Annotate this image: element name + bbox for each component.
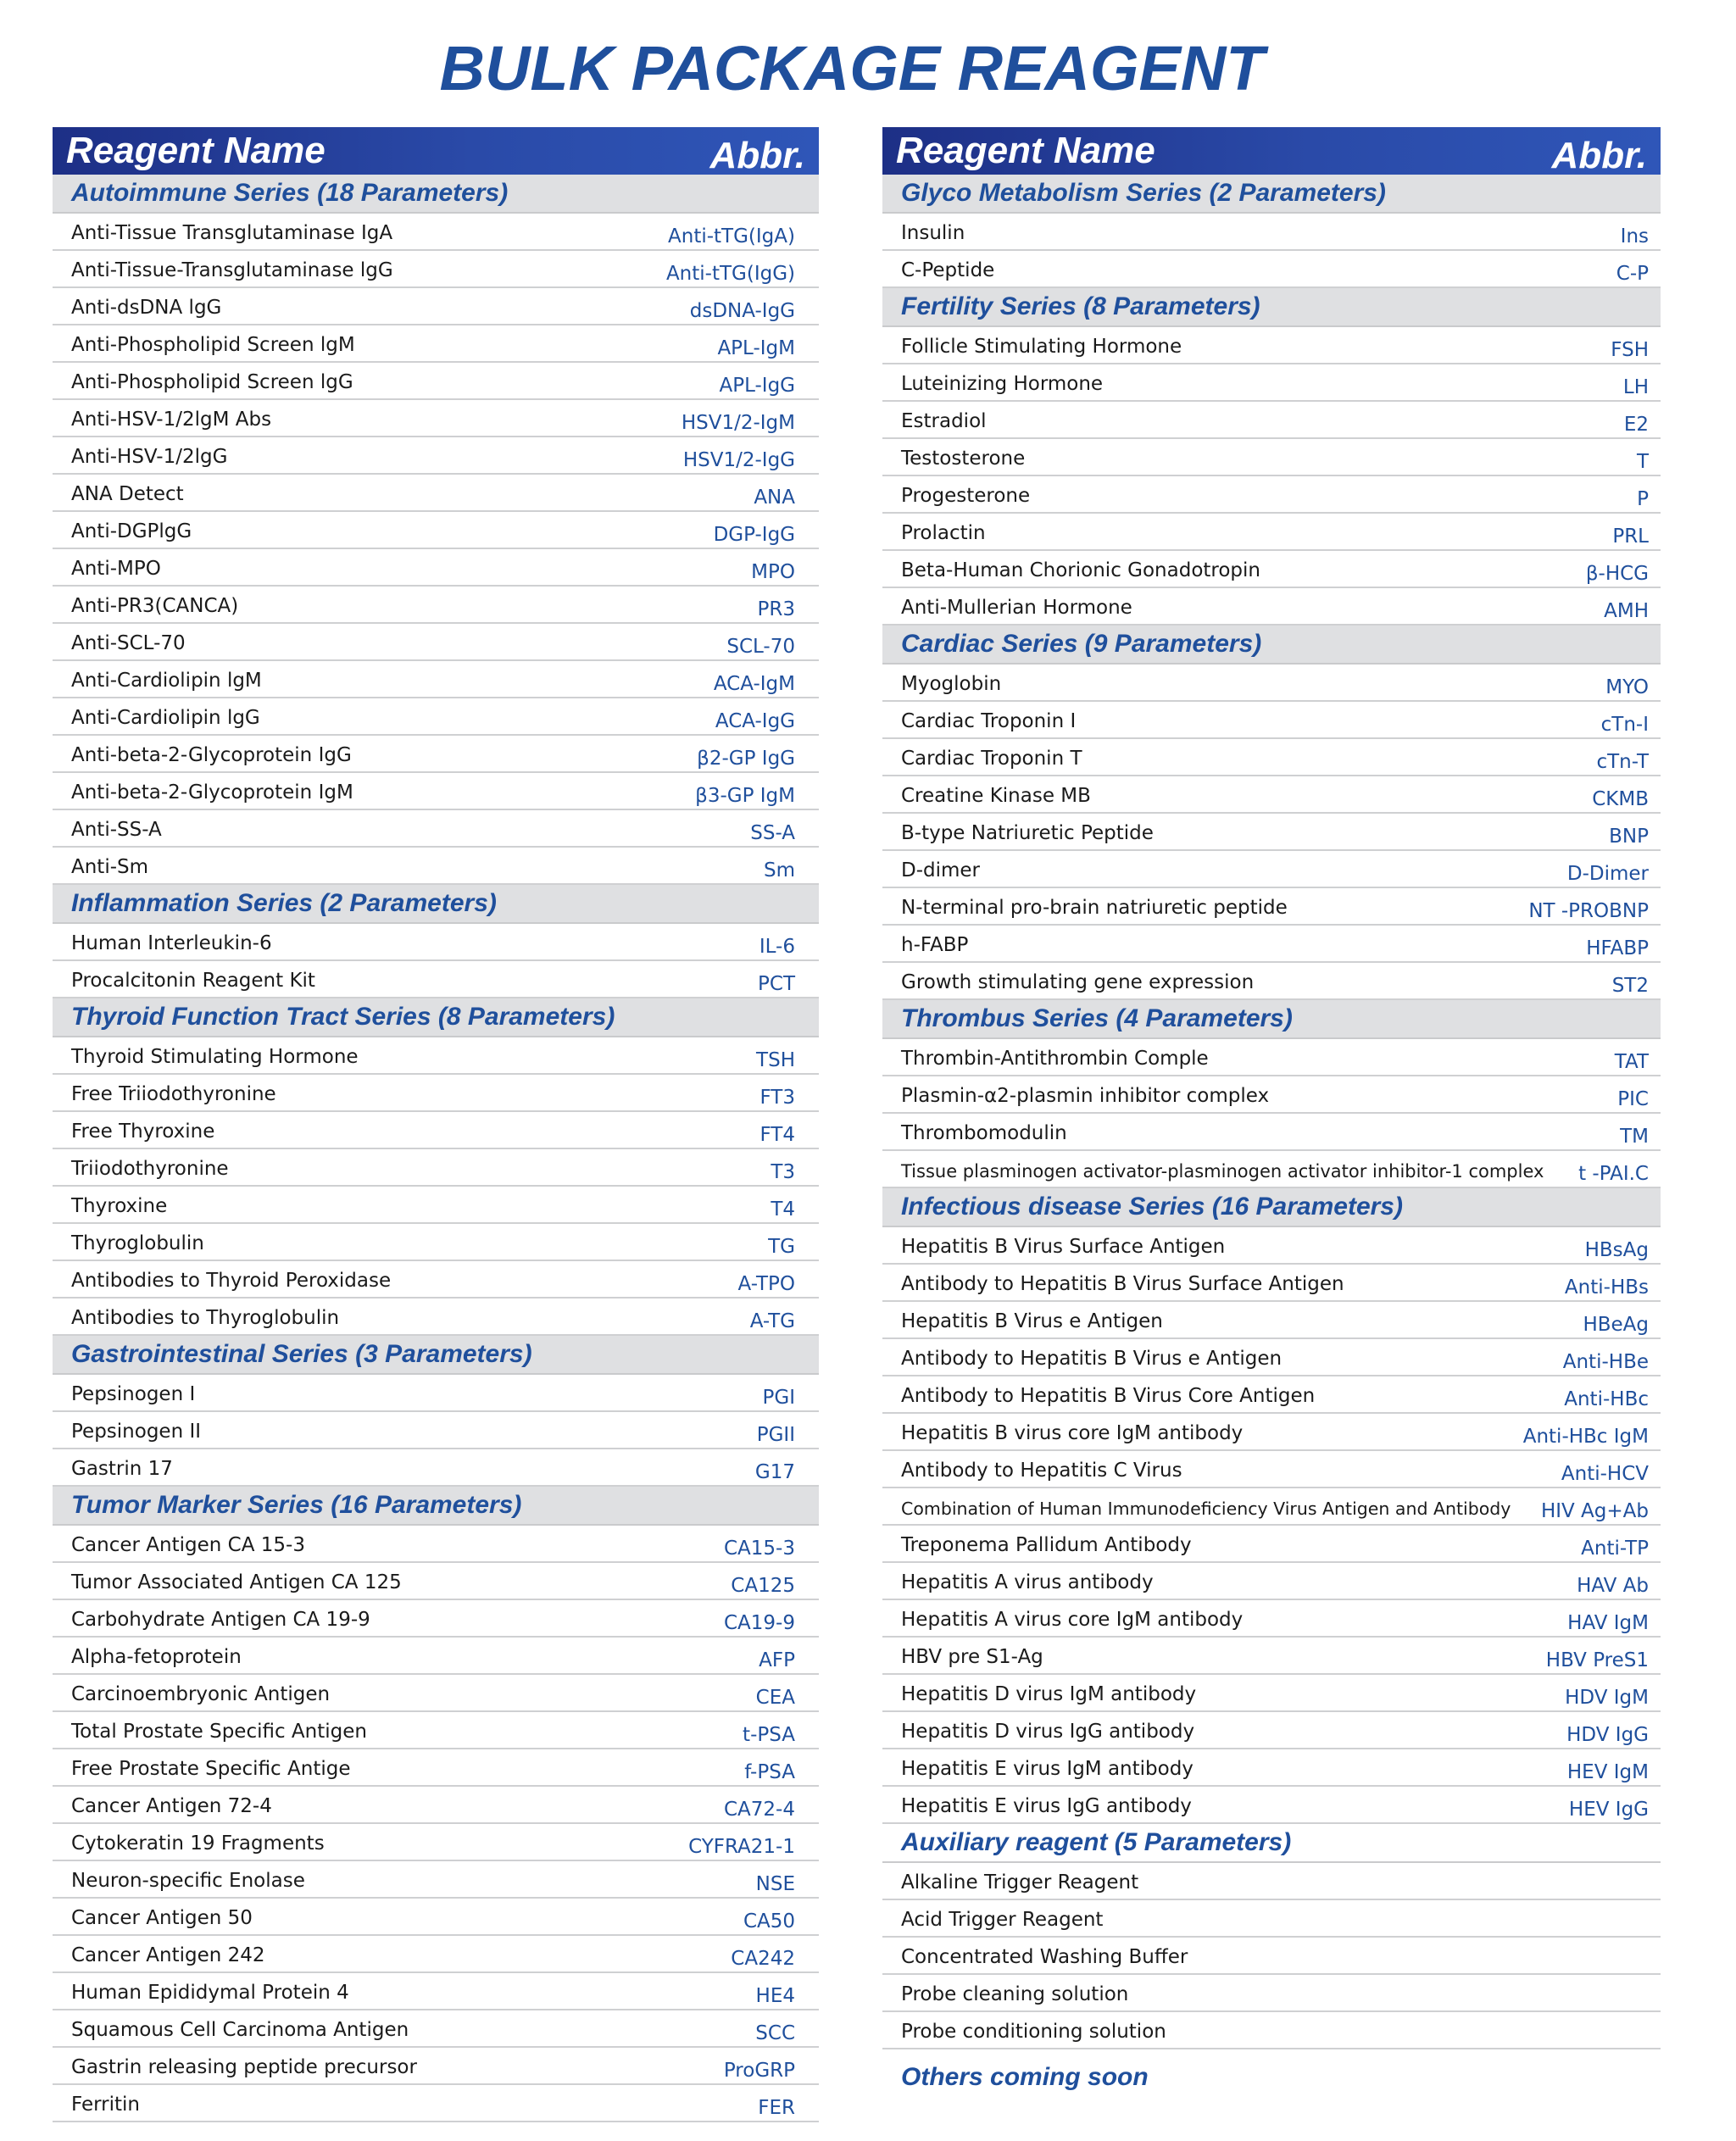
reagent-abbr: C-P xyxy=(1616,263,1649,285)
reagent-abbr: f-PSA xyxy=(744,1761,795,1783)
reagent-name: Pepsinogen I xyxy=(71,1383,196,1405)
reagent-abbr: FT3 xyxy=(760,1087,795,1109)
table-row xyxy=(53,1675,819,1712)
section-header: Infectious disease Series (16 Parameters) xyxy=(882,1188,1661,1227)
reagent-name: Antibody to Hepatitis B Virus e Antigen xyxy=(901,1348,1283,1370)
reagent-abbr: HAV Ab xyxy=(1577,1575,1649,1597)
table-row xyxy=(882,1339,1661,1376)
reagent-abbr: CA50 xyxy=(743,1910,795,1932)
reagent-abbr: SCC xyxy=(755,2022,795,2044)
section-header: Autoimmune Series (18 Parameters) xyxy=(53,175,819,214)
reagent-name: Myoglobin xyxy=(901,673,1002,695)
table-row xyxy=(882,1414,1661,1451)
reagent-name: Free Triiodothyronine xyxy=(71,1083,276,1105)
table-row xyxy=(53,1638,819,1675)
table-row xyxy=(53,961,819,998)
reagent-name: Beta-Human Chorionic Gonadotropin xyxy=(901,559,1260,581)
page-title: BULK PACKAGE REAGENT xyxy=(439,33,1265,103)
reagent-name: Antibodies to Thyroglobulin xyxy=(71,1307,340,1329)
reagent-abbr: E2 xyxy=(1623,414,1649,436)
reagent-name: Free Prostate Specific Antige xyxy=(71,1758,351,1780)
table-row xyxy=(53,587,819,624)
left-column-header xyxy=(53,127,819,175)
table-row xyxy=(53,1261,819,1299)
reagent-name: Antibody to Hepatitis C Virus xyxy=(901,1460,1182,1482)
table-row xyxy=(882,702,1661,739)
reagent-name: Treponema Pallidum Antibody xyxy=(901,1534,1192,1556)
reagent-abbr: HBeAg xyxy=(1583,1314,1649,1336)
table-row xyxy=(882,963,1661,1000)
table-row xyxy=(882,1975,1661,2012)
reagent-abbr: CKMB xyxy=(1592,788,1649,810)
table-row xyxy=(53,1149,819,1187)
reagent-name: Hepatitis B Virus e Antigen xyxy=(901,1310,1163,1332)
table-row xyxy=(882,739,1661,776)
reagent-abbr: HDV IgM xyxy=(1565,1687,1649,1709)
table-row xyxy=(53,1563,819,1600)
reagent-name: Hepatitis E virus IgM antibody xyxy=(901,1758,1194,1780)
table-row xyxy=(53,1112,819,1149)
reagent-name: Prolactin xyxy=(901,522,986,544)
right-column-header xyxy=(882,127,1661,175)
reagent-name: Anti-beta-2-Glycoprotein IgM xyxy=(71,781,353,804)
table-row xyxy=(882,1600,1661,1638)
reagent-name: Anti-Cardiolipin lgG xyxy=(71,707,260,729)
reagent-abbr: NT -PROBNP xyxy=(1528,900,1649,922)
reagent-name: HBV pre S1-Ag xyxy=(901,1646,1043,1668)
section-header: Cardiac Series (9 Parameters) xyxy=(882,626,1661,665)
right-column-body xyxy=(882,175,1661,2049)
table-row xyxy=(882,476,1661,514)
reagent-abbr: TAT xyxy=(1614,1051,1649,1073)
table-row xyxy=(882,402,1661,439)
reagent-name: Probe cleaning solution xyxy=(901,1983,1129,2005)
reagent-abbr: D-Dimer xyxy=(1566,863,1649,885)
reagent-name: Anti-PR3(CANCA) xyxy=(71,595,239,617)
reagent-name: Creatine Kinase MB xyxy=(901,785,1091,807)
reagent-abbr: G17 xyxy=(754,1461,795,1483)
reagent-name: Tissue plasminogen activator-plasminogen activator inhibitor-1 complex xyxy=(901,1161,1544,1182)
reagent-name: Cancer Antigen 50 xyxy=(71,1907,253,1929)
table-row xyxy=(53,1187,819,1224)
reagent-abbr: HBsAg xyxy=(1584,1239,1649,1261)
reagent-abbr: HAV IgM xyxy=(1567,1612,1649,1634)
reagent-name: Plasmin-α2-plasmin inhibitor complex xyxy=(901,1085,1270,1107)
reagent-abbr: dsDNA-IgG xyxy=(689,300,795,322)
reagent-name: Hepatitis B Virus Surface Antigen xyxy=(901,1236,1226,1258)
reagent-name: Anti-HSV-1/2lgM Abs xyxy=(71,409,272,431)
reagent-abbr: TM xyxy=(1620,1126,1649,1148)
reagent-name: B-type Natriuretic Peptide xyxy=(901,822,1154,844)
table-row xyxy=(882,214,1661,251)
table-row xyxy=(53,1526,819,1563)
reagent-abbr: β3-GP IgM xyxy=(695,785,795,807)
table-row xyxy=(53,400,819,437)
table-row xyxy=(882,1302,1661,1339)
reagent-name: Total Prostate Specific Antigen xyxy=(71,1721,367,1743)
reagent-abbr: IL-6 xyxy=(759,936,795,958)
table-row xyxy=(53,1449,819,1487)
reagent-abbr: CA19-9 xyxy=(724,1612,795,1634)
reagent-name: Anti-MPO xyxy=(71,558,161,580)
reagent-name: Hepatitis A virus core IgM antibody xyxy=(901,1609,1244,1631)
table-row xyxy=(53,1787,819,1824)
reagent-abbr: Sm xyxy=(763,859,795,881)
table-row xyxy=(53,1600,819,1638)
table-row xyxy=(53,437,819,475)
reagent-name: Insulin xyxy=(901,222,965,244)
reagent-name: Anti-Sm xyxy=(71,856,149,878)
table-row xyxy=(882,1900,1661,1938)
reagent-name: C-Peptide xyxy=(901,259,995,281)
reagent-name: Anti-DGPlgG xyxy=(71,520,192,542)
reagent-name: Triiodothyronine xyxy=(71,1158,229,1180)
reagent-name: Human Interleukin-6 xyxy=(71,932,272,954)
reagent-name: Tumor Associated Antigen CA 125 xyxy=(71,1571,402,1593)
reagent-name: Anti-Tissue-Transglutaminase lgG xyxy=(71,259,393,281)
reagent-abbr: HFABP xyxy=(1586,937,1649,959)
table-row xyxy=(53,1037,819,1075)
table-row xyxy=(53,1412,819,1449)
reagent-name: Anti-SCL-70 xyxy=(71,632,186,654)
table-row xyxy=(882,551,1661,588)
reagent-abbr: ProGRP xyxy=(723,2060,795,2082)
reagent-name: Pepsinogen II xyxy=(71,1421,202,1443)
reagent-abbr: PCT xyxy=(758,973,795,995)
reagent-name: Antibodies to Thyroid Peroxidase xyxy=(71,1270,392,1292)
table-row xyxy=(882,851,1661,888)
reagent-abbr: PR3 xyxy=(757,598,795,620)
table-row xyxy=(53,325,819,363)
table-row xyxy=(882,439,1661,476)
reagent-abbr: BNP xyxy=(1609,826,1649,848)
reagent-abbr: ACA-IgG xyxy=(715,710,795,732)
table-row xyxy=(882,1863,1661,1900)
reagent-abbr: ST2 xyxy=(1611,975,1649,997)
header-abbr: Abbr. xyxy=(1551,135,1647,176)
table-row xyxy=(53,475,819,512)
reagent-abbr: A-TG xyxy=(749,1310,795,1332)
reagent-name: Cytokeratin 19 Fragments xyxy=(71,1832,325,1855)
reagent-name: Human Epididymal Protein 4 xyxy=(71,1982,349,2004)
table-row xyxy=(882,1638,1661,1675)
reagent-name: Antibody to Hepatitis B Virus Core Antigen xyxy=(901,1385,1316,1407)
table-row xyxy=(53,661,819,698)
reagent-abbr: HE4 xyxy=(755,1985,795,2007)
reagent-abbr: t-PSA xyxy=(743,1724,795,1746)
reagent-abbr: APL-IgG xyxy=(719,375,795,397)
table-row xyxy=(53,736,819,773)
reagent-abbr: β2-GP IgG xyxy=(697,748,795,770)
reagent-abbr: FSH xyxy=(1611,339,1649,361)
reagent-name: D-dimer xyxy=(901,859,981,881)
reagent-abbr: FER xyxy=(758,2097,795,2119)
table-row xyxy=(53,1861,819,1899)
table-row xyxy=(882,1749,1661,1787)
reagent-name: Probe conditioning solution xyxy=(901,2021,1166,2043)
table-row xyxy=(882,1151,1661,1188)
reagent-abbr: A-TPO xyxy=(737,1273,795,1295)
reagent-name: Anti-Mullerian Hormone xyxy=(901,597,1132,619)
table-row xyxy=(882,1787,1661,1824)
reagent-abbr: MYO xyxy=(1605,676,1649,698)
section-header: Tumor Marker Series (16 Parameters) xyxy=(53,1487,819,1526)
reagent-name: ANA Detect xyxy=(71,483,184,505)
reagent-abbr: APL-IgM xyxy=(717,337,795,359)
section-header: Thrombus Series (4 Parameters) xyxy=(882,1000,1661,1039)
reagent-name: Free Thyroxine xyxy=(71,1121,215,1143)
reagent-abbr: AFP xyxy=(759,1649,795,1671)
reagent-name: Procalcitonin Reagent Kit xyxy=(71,970,315,992)
reagent-abbr: T xyxy=(1636,451,1649,473)
reagent-abbr: HEV IgM xyxy=(1566,1761,1649,1783)
table-row xyxy=(882,1712,1661,1749)
section-header: Auxiliary reagent (5 Parameters) xyxy=(882,1824,1661,1863)
reagent-abbr: Anti-HBe xyxy=(1562,1351,1649,1373)
table-row xyxy=(53,2010,819,2048)
reagent-abbr: Anti-HBc IgM xyxy=(1522,1426,1649,1448)
right-column xyxy=(882,127,1661,2092)
table-row xyxy=(53,549,819,587)
reagent-abbr: CYFRA21-1 xyxy=(688,1836,795,1858)
reagent-name: Acid Trigger Reagent xyxy=(901,1909,1104,1931)
reagent-abbr: HIV Ag+Ab xyxy=(1540,1500,1649,1522)
table-row xyxy=(882,1488,1661,1526)
table-row xyxy=(53,924,819,961)
table-row xyxy=(53,363,819,400)
header-reagent-name: Reagent Name xyxy=(66,130,326,171)
reagent-name: Anti-Cardiolipin lgM xyxy=(71,670,262,692)
table-row xyxy=(53,848,819,885)
reagent-name: Luteinizing Hormone xyxy=(901,373,1104,395)
reagent-name: Cancer Antigen 242 xyxy=(71,1944,265,1966)
reagent-name: Anti-HSV-1/2lgG xyxy=(71,446,228,468)
table-row xyxy=(53,512,819,549)
table-row xyxy=(53,251,819,288)
reagent-abbr: cTn-I xyxy=(1600,714,1649,736)
section-header: Glyco Metabolism Series (2 Parameters) xyxy=(882,175,1661,214)
reagent-abbr: PRL xyxy=(1612,526,1649,548)
reagent-abbr: ANA xyxy=(754,487,795,509)
table-row xyxy=(53,1299,819,1336)
reagent-name: Thrombomodulin xyxy=(901,1122,1067,1144)
reagent-name: Carcinoembryonic Antigen xyxy=(71,1683,331,1705)
reagent-name: Gastrin releasing peptide precursor xyxy=(71,2056,417,2078)
table-row xyxy=(882,776,1661,814)
table-row xyxy=(882,1114,1661,1151)
table-row xyxy=(882,926,1661,963)
table-row xyxy=(53,624,819,661)
table-row xyxy=(882,251,1661,288)
reagent-name: Combination of Human Immunodeficiency Virus Antigen and Antibody xyxy=(901,1499,1511,1519)
reagent-abbr: HEV IgG xyxy=(1568,1799,1649,1821)
reagent-abbr: cTn-T xyxy=(1596,751,1649,773)
table-row xyxy=(53,773,819,810)
reagent-abbr: SS-A xyxy=(750,822,795,844)
reagent-name: Hepatitis D virus IgM antibody xyxy=(901,1683,1197,1705)
table-row xyxy=(53,698,819,736)
table-row xyxy=(882,1675,1661,1712)
others-coming-soon: Others coming soon xyxy=(901,2063,1149,2091)
reagent-name: Hepatitis D virus IgG antibody xyxy=(901,1721,1195,1743)
table-row xyxy=(882,1376,1661,1414)
table-row xyxy=(882,2012,1661,2049)
reagent-name: Hepatitis B virus core IgM antibody xyxy=(901,1422,1244,1444)
reagent-abbr: Anti-tTG(IgA) xyxy=(668,225,795,247)
table-row xyxy=(53,214,819,251)
table-row xyxy=(53,2048,819,2085)
table-row xyxy=(53,1749,819,1787)
table-row xyxy=(882,1563,1661,1600)
reagent-name: Progesterone xyxy=(901,485,1031,507)
table-row xyxy=(53,1224,819,1261)
reagent-name: Thyroglobulin xyxy=(71,1232,204,1254)
table-row xyxy=(53,2085,819,2122)
reagent-name: Neuron-specific Enolase xyxy=(71,1870,305,1892)
table-row xyxy=(53,1899,819,1936)
reagent-abbr: t -PAI.C xyxy=(1578,1163,1649,1185)
left-column-body xyxy=(53,175,819,2122)
reagent-name: Hepatitis E virus IgG antibody xyxy=(901,1795,1192,1817)
reagent-name: Alkaline Trigger Reagent xyxy=(901,1871,1139,1894)
reagent-abbr: PIC xyxy=(1617,1088,1649,1110)
reagent-name: Thyroid Stimulating Hormone xyxy=(71,1046,359,1068)
reagent-abbr: Ins xyxy=(1620,225,1649,247)
table-row xyxy=(882,665,1661,702)
header-abbr: Abbr. xyxy=(709,135,805,176)
table-row xyxy=(882,888,1661,926)
reagent-abbr: β-HCG xyxy=(1585,563,1649,585)
reagent-name: Anti-Tissue Transglutaminase IgA xyxy=(71,222,393,244)
reagent-abbr: FT4 xyxy=(760,1124,795,1146)
section-header: Fertility Series (8 Parameters) xyxy=(882,288,1661,327)
table-row xyxy=(53,288,819,325)
table-row xyxy=(53,1375,819,1412)
reagent-abbr: MPO xyxy=(751,561,795,583)
reagent-name: Cancer Antigen 72-4 xyxy=(71,1795,272,1817)
reagent-abbr: LH xyxy=(1622,376,1649,398)
table-row xyxy=(882,1265,1661,1302)
reagent-name: Anti-dsDNA lgG xyxy=(71,297,222,319)
reagent-abbr: T3 xyxy=(771,1161,795,1183)
reagent-abbr: HSV1/2-IgG xyxy=(682,449,795,471)
reagent-abbr: CA242 xyxy=(731,1948,795,1970)
reagent-abbr: DGP-IgG xyxy=(713,524,795,546)
reagent-name: Carbohydrate Antigen CA 19-9 xyxy=(71,1609,370,1631)
table-row xyxy=(882,364,1661,402)
reagent-name: Alpha-fetoprotein xyxy=(71,1646,242,1668)
reagent-abbr: CA72-4 xyxy=(724,1799,795,1821)
table-row xyxy=(882,588,1661,626)
reagent-abbr: CA15-3 xyxy=(724,1538,795,1560)
table-row xyxy=(882,1526,1661,1563)
reagent-abbr: Anti-tTG(IgG) xyxy=(665,263,795,285)
table-row xyxy=(53,1936,819,1973)
reagent-abbr: CEA xyxy=(755,1687,795,1709)
reagent-name: Squamous Cell Carcinoma Antigen xyxy=(71,2019,409,2041)
reagent-abbr: ACA-IgM xyxy=(713,673,795,695)
reagent-name: Cancer Antigen CA 15-3 xyxy=(71,1534,305,1556)
table-row xyxy=(882,1451,1661,1488)
reagent-abbr: Anti-HCV xyxy=(1561,1463,1649,1485)
reagent-abbr: HSV1/2-IgM xyxy=(681,412,795,434)
reagent-abbr: HDV IgG xyxy=(1566,1724,1649,1746)
reagent-name: N-terminal pro-brain natriuretic peptide xyxy=(901,897,1288,919)
table-row xyxy=(882,514,1661,551)
reagent-name: Cardiac Troponin T xyxy=(901,748,1082,770)
reagent-name: Testosterone xyxy=(901,448,1026,470)
reagent-name: Concentrated Washing Buffer xyxy=(901,1946,1188,1968)
reagent-name: Anti-beta-2-Glycoprotein IgG xyxy=(71,744,352,766)
reagent-name: Ferritin xyxy=(71,2094,141,2116)
reagent-abbr: Anti-TP xyxy=(1581,1538,1649,1560)
reagent-name: Growth stimulating gene expression xyxy=(901,971,1255,993)
reagent-abbr: AMH xyxy=(1604,600,1649,622)
table-row xyxy=(882,1227,1661,1265)
reagent-abbr: SCL-70 xyxy=(726,636,795,658)
header-reagent-name: Reagent Name xyxy=(896,130,1155,171)
reagent-name: Follicle Stimulating Hormone xyxy=(901,336,1182,358)
reagent-name: Cardiac Troponin I xyxy=(901,710,1077,732)
table-row xyxy=(53,1973,819,2010)
reagent-abbr: PGII xyxy=(756,1424,795,1446)
reagent-name: Antibody to Hepatitis B Virus Surface Antigen xyxy=(901,1273,1344,1295)
reagent-abbr: NSE xyxy=(755,1873,795,1895)
reagent-abbr: TG xyxy=(768,1236,795,1258)
section-header: Thyroid Function Tract Series (8 Parameters) xyxy=(53,998,819,1037)
reagent-name: Anti-Phospholipid Screen lgG xyxy=(71,371,353,393)
table-row xyxy=(53,1824,819,1861)
reagent-name: Gastrin 17 xyxy=(71,1458,173,1480)
left-column xyxy=(53,127,819,2122)
section-header: Inflammation Series (2 Parameters) xyxy=(53,885,819,924)
reagent-name: Hepatitis A virus antibody xyxy=(901,1571,1154,1593)
table-row xyxy=(882,1039,1661,1076)
table-row xyxy=(882,1938,1661,1975)
reagent-name: Estradiol xyxy=(901,410,987,432)
reagent-abbr: T4 xyxy=(771,1198,795,1221)
table-row xyxy=(53,810,819,848)
reagent-name: h-FABP xyxy=(901,934,969,956)
reagent-abbr: TSH xyxy=(756,1049,795,1071)
reagent-name: Thyroxine xyxy=(71,1195,168,1217)
section-header: Gastrointestinal Series (3 Parameters) xyxy=(53,1336,819,1375)
reagent-abbr: Anti-HBc xyxy=(1564,1388,1649,1410)
reagent-name: Thrombin-Antithrombin Comple xyxy=(901,1048,1209,1070)
table-row xyxy=(53,1075,819,1112)
reagent-abbr: P xyxy=(1637,488,1649,510)
reagent-name: Anti-SS-A xyxy=(71,819,162,841)
table-row xyxy=(882,1076,1661,1114)
reagent-abbr: HBV PreS1 xyxy=(1545,1649,1649,1671)
table-row xyxy=(882,814,1661,851)
reagent-abbr: CA125 xyxy=(731,1575,795,1597)
table-row xyxy=(53,1712,819,1749)
reagent-name: Anti-Phospholipid Screen lgM xyxy=(71,334,355,356)
reagent-abbr: PGI xyxy=(762,1387,795,1409)
reagent-abbr: Anti-HBs xyxy=(1564,1276,1649,1299)
table-row xyxy=(882,327,1661,364)
